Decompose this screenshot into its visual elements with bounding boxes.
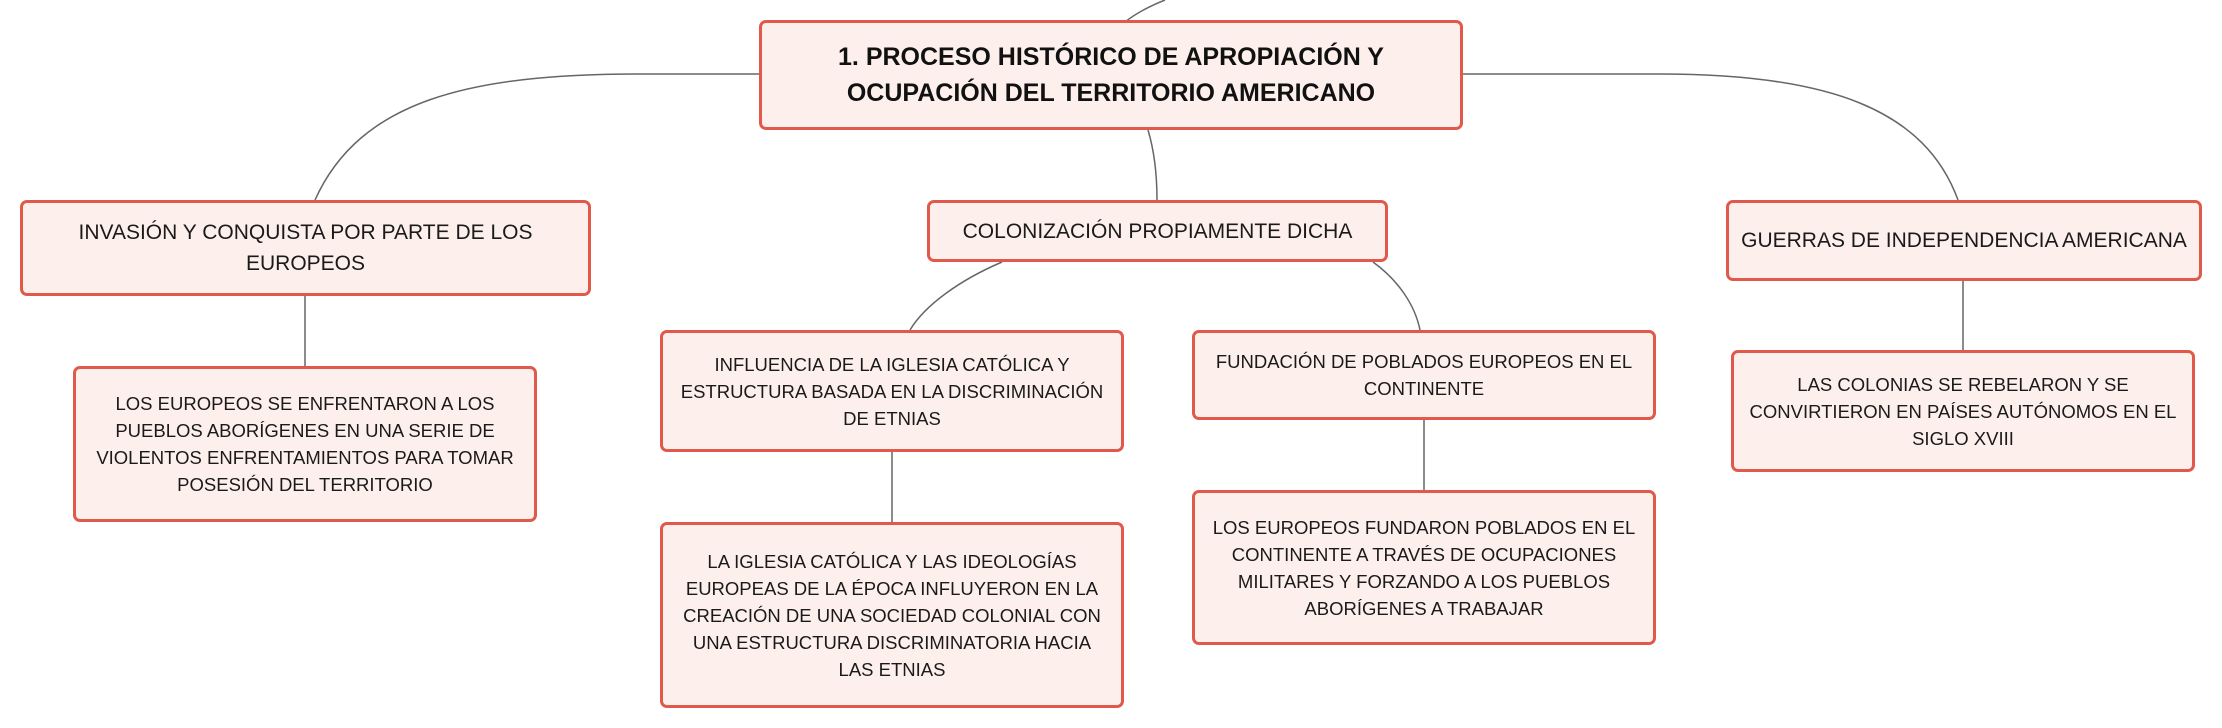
leaf-label-independencia: LAS COLONIAS SE REBELARON Y SE CONVIRTIERON EN PAÍSES AUTÓNOMOS EN EL SIGLO XVIII bbox=[1749, 373, 2177, 449]
subbranch-label-iglesia: INFLUENCIA DE LA IGLESIA CATÓLICA Y ESTRUCTURA BASADA EN LA DISCRIMINACIÓN DE ETNIAS bbox=[680, 353, 1104, 429]
subbranch-node-iglesia[interactable] bbox=[660, 330, 1124, 452]
branch-label-colonizacion: COLONIZACIÓN PROPIAMENTE DICHA bbox=[962, 219, 1353, 243]
leaf-node-poblados[interactable] bbox=[1192, 490, 1656, 645]
subbranch-node-fundacion[interactable] bbox=[1192, 330, 1656, 420]
branch-node-colonizacion[interactable] bbox=[927, 200, 1388, 262]
connector-colonizacion-to-fundacion bbox=[1373, 262, 1420, 330]
branch-node-guerras[interactable] bbox=[1726, 200, 2202, 281]
leaf-label-poblados: LOS EUROPEOS FUNDARON POBLADOS EN EL CONTINENTE A TRAVÉS DE OCUPACIONES MILITARES Y FORZANDO A LOS PUEBLOS ABORÍGENES A TRABAJAR bbox=[1212, 516, 1636, 619]
root-topic-title: 1. PROCESO HISTÓRICO DE APROPIACIÓN Y OCUPACIÓN DEL TERRITORIO AMERICANO bbox=[838, 43, 1384, 107]
connector-root-to-invasion bbox=[315, 74, 759, 200]
subbranch-label-fundacion: FUNDACIÓN DE POBLADOS EUROPEOS EN EL CONTINENTE bbox=[1215, 351, 1633, 399]
connector-root-to-colonizacion bbox=[1148, 130, 1157, 200]
leaf-label-iglesia-influencia: LA IGLESIA CATÓLICA Y LAS IDEOLOGÍAS EUROPEAS DE LA ÉPOCA INFLUYERON EN LA CREACIÓN DE UNA SOCIEDAD COLONIAL CON UNA ESTRUCTURA DISCRIMINATORIA HACIA LAS ETNIAS bbox=[683, 550, 1101, 680]
branch-label-guerras: GUERRAS DE INDEPENDENCIA AMERICANA bbox=[1741, 229, 2187, 252]
connector-root-to-guerras bbox=[1463, 74, 1958, 200]
root-topic-node[interactable] bbox=[759, 20, 1463, 130]
branch-node-invasion[interactable] bbox=[20, 200, 591, 296]
leaf-node-iglesia-influencia[interactable] bbox=[660, 522, 1124, 708]
leaf-node-enfrentamientos[interactable] bbox=[73, 366, 537, 522]
connector-colonizacion-to-iglesia bbox=[910, 262, 1002, 330]
connector-parent-to-root bbox=[1125, 0, 1165, 22]
leaf-node-independencia[interactable] bbox=[1731, 350, 2195, 472]
branch-label-invasion: INVASIÓN Y CONQUISTA POR PARTE DE LOS EUROPEOS bbox=[78, 221, 533, 275]
leaf-label-enfrentamientos: LOS EUROPEOS SE ENFRENTARON A LOS PUEBLOS ABORÍGENES EN UNA SERIE DE VIOLENTOS ENFRENTAMIENTOS PARA TOMAR POSESIÓN DEL TERRITORIO bbox=[96, 393, 514, 495]
